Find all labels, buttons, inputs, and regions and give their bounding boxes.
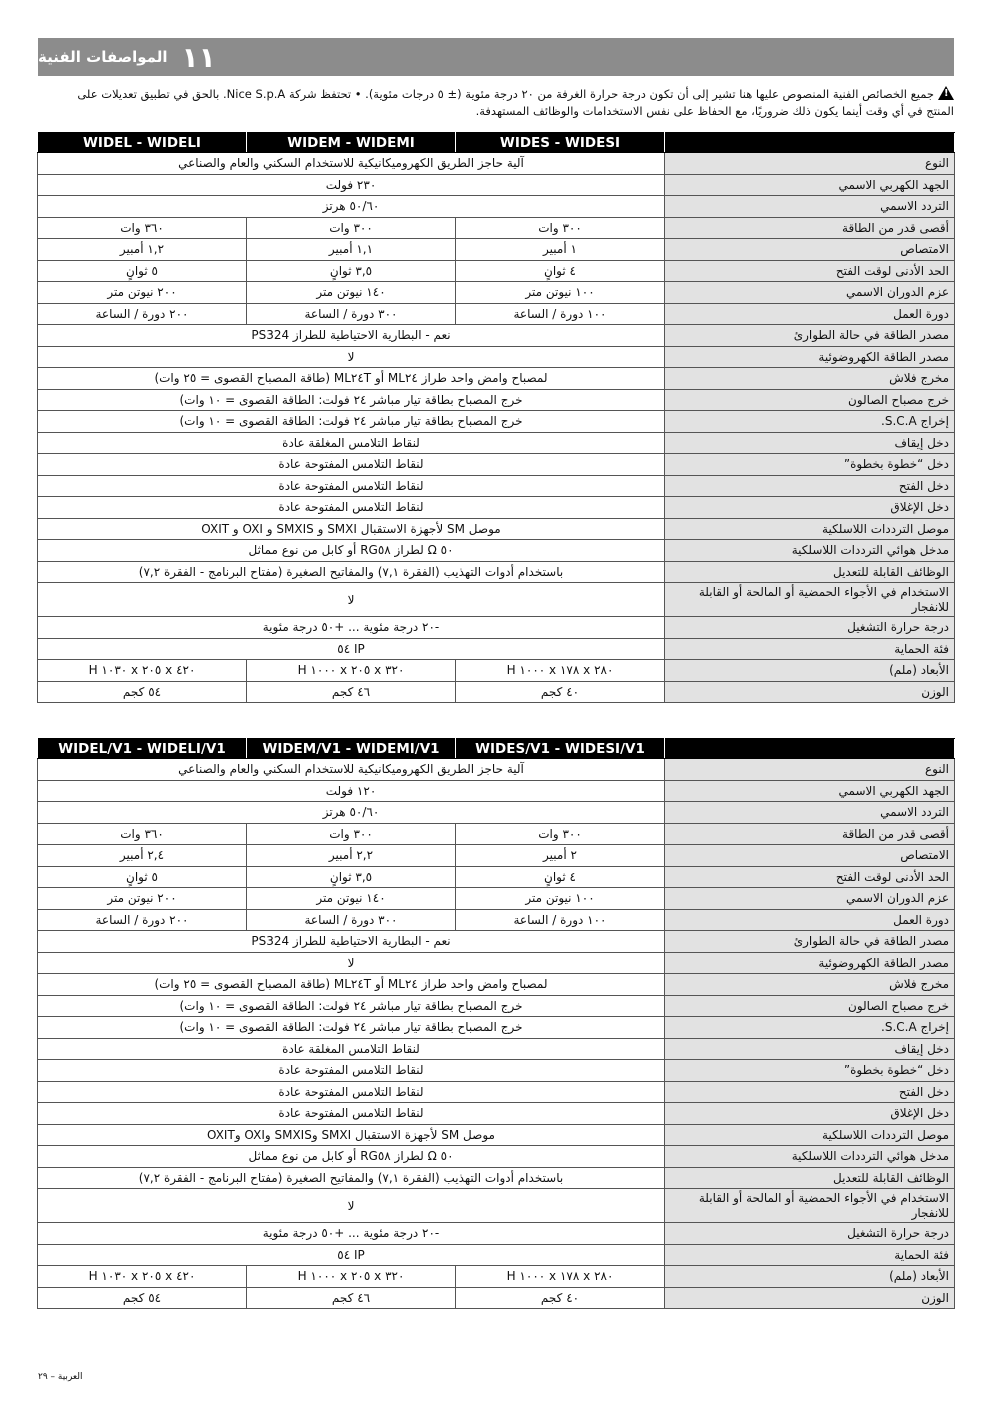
row-label: الأبعاد (ملم) xyxy=(665,660,955,682)
row-value: ٥ ثوانٍ xyxy=(38,260,247,282)
row-label: الوظائف القابلة للتعديل xyxy=(665,561,955,583)
row-label: النوع xyxy=(665,759,955,781)
table-row xyxy=(38,952,955,974)
row-value: لا xyxy=(38,952,665,974)
row-label: درجة حرارة التشغيل xyxy=(665,617,955,639)
table-row xyxy=(38,583,955,617)
table-row xyxy=(38,368,955,390)
row-label: الاستخدام في الأجواء الحمضية أو المالحة أو القابلة للانفجار xyxy=(665,1189,955,1223)
row-value: ١,٢ أمبير xyxy=(38,239,247,261)
table-row xyxy=(38,1189,955,1223)
row-label: دخل الإغلاق xyxy=(665,1103,955,1125)
table-row xyxy=(38,1244,955,1266)
table-row xyxy=(38,1017,955,1039)
row-label: دورة العمل xyxy=(665,303,955,325)
table-row xyxy=(38,346,955,368)
table-row xyxy=(38,1287,955,1309)
table-row xyxy=(38,1167,955,1189)
row-value: ١٢٠ فولت xyxy=(38,780,665,802)
table-row xyxy=(38,759,955,781)
row-value: ٥٠ Ω لطراز RG٥٨ أو كابل من نوع مماثل xyxy=(38,1146,665,1168)
row-label: موصل الترددات اللاسلكية xyxy=(665,518,955,540)
row-label: مدخل هوائي الترددات اللاسلكية xyxy=(665,1146,955,1168)
row-value: ٣٦٠ وات xyxy=(38,217,247,239)
row-value: آلية حاجز الطريق الكهروميكانيكية للاستخدام السكني والعام والصناعي xyxy=(38,153,665,175)
row-label: النوع xyxy=(665,153,955,175)
row-label: دورة العمل xyxy=(665,909,955,931)
row-value: لمصباح وامض واحد طراز ML٢٤ أو ML٢٤T (طاقة المصباح القصوى = ٢٥ وات) xyxy=(38,974,665,996)
row-label: الحد الأدنى لوقت الفتح xyxy=(665,866,955,888)
column-header: WIDEL - WIDELI xyxy=(38,133,247,153)
row-value: ٣٠٠ وات xyxy=(247,823,456,845)
row-label: درجة حرارة التشغيل xyxy=(665,1223,955,1245)
row-value: IP ٥٤ xyxy=(38,1244,665,1266)
table-row xyxy=(38,888,955,910)
row-label: مصدر الطاقة في حالة الطوارئ xyxy=(665,931,955,953)
row-value: ١ أمبير xyxy=(456,239,665,261)
table-row xyxy=(38,866,955,888)
row-value: خرج المصباح بطاقة تيار مباشر ٢٤ فولت: الطاقة القصوى = ١٠ وات) xyxy=(38,411,665,433)
row-label: موصل الترددات اللاسلكية xyxy=(665,1124,955,1146)
row-value: ٥ ثوانٍ xyxy=(38,866,247,888)
row-value: ٣٠٠ وات xyxy=(456,217,665,239)
row-value: خرج المصباح بطاقة تيار مباشر ٢٤ فولت: الطاقة القصوى = ١٠ وات) xyxy=(38,995,665,1017)
row-label: أقصى قدر من الطاقة xyxy=(665,217,955,239)
row-label: مصدر الطاقة الكهروضوئية xyxy=(665,346,955,368)
row-value: ٢٠٠ دورة / الساعة xyxy=(38,303,247,325)
row-value: ٣٠٠ دورة / الساعة xyxy=(247,303,456,325)
row-value: -٢٠ درجة مئوية ... +٥٠ درجة مئوية xyxy=(38,617,665,639)
table-row xyxy=(38,845,955,867)
column-header: WIDEL/V1 - WIDELI/V1 xyxy=(38,739,247,759)
section-title: المواصفات الفنية xyxy=(38,48,168,66)
warning-icon xyxy=(938,86,954,100)
row-value: ٣,٥ ثوانٍ xyxy=(247,866,456,888)
row-value: لنقاط التلامس المفتوحة عادة xyxy=(38,1081,665,1103)
row-label: الامتصاص xyxy=(665,239,955,261)
row-value: ٤٢٠ x ٢٠٥ x ١٠٣٠ H xyxy=(38,1266,247,1288)
table-row xyxy=(38,475,955,497)
row-value: لنقاط التلامس المفتوحة عادة xyxy=(38,475,665,497)
table-row xyxy=(38,1060,955,1082)
row-label: دخل الفتح xyxy=(665,1081,955,1103)
row-value: ٥٤ كجم xyxy=(38,681,247,703)
table-row xyxy=(38,681,955,703)
row-value: ٣٢٠ x ٢٠٥ x ١٠٠٠ H xyxy=(247,1266,456,1288)
row-value: لنقاط التلامس المفتوحة عادة xyxy=(38,1103,665,1125)
intro-paragraph xyxy=(38,86,954,120)
header-row xyxy=(38,739,955,759)
row-value: ١٤٠ نيوتن متر xyxy=(247,888,456,910)
row-label: فئة الحماية xyxy=(665,638,955,660)
row-value: لنقاط التلامس المغلقة عادة xyxy=(38,1038,665,1060)
table-row xyxy=(38,823,955,845)
row-value: ٥٠/٦٠ هرتز xyxy=(38,196,665,218)
row-label: الامتصاص xyxy=(665,845,955,867)
table-row xyxy=(38,303,955,325)
row-label: دخل الفتح xyxy=(665,475,955,497)
table-row xyxy=(38,909,955,931)
row-value: ٢٣٠ فولت xyxy=(38,174,665,196)
row-label: الحد الأدنى لوقت الفتح xyxy=(665,260,955,282)
row-value: لنقاط التلامس المغلقة عادة xyxy=(38,432,665,454)
row-value: ٥٠/٦٠ هرتز xyxy=(38,802,665,824)
header-row xyxy=(38,133,955,153)
table-row xyxy=(38,660,955,682)
row-value: ٤٢٠ x ٢٠٥ x ١٠٣٠ H xyxy=(38,660,247,682)
row-value: باستخدام أدوات التهذيب (الفقرة ٧,١) والمفاتيح الصغيرة (مفتاح البرنامج - الفقرة ٧,٢) xyxy=(38,561,665,583)
row-value: ٥٤ كجم xyxy=(38,1287,247,1309)
row-value: نعم - البطارية الاحتياطية للطراز PS324 xyxy=(38,325,665,347)
row-label: الجهد الكهربي الاسمي xyxy=(665,174,955,196)
table-row xyxy=(38,518,955,540)
table-row xyxy=(38,1038,955,1060)
row-label: مخرج فلاش xyxy=(665,368,955,390)
row-value: آلية حاجز الطريق الكهروميكانيكية للاستخدام السكني والعام والصناعي xyxy=(38,759,665,781)
table-row xyxy=(38,411,955,433)
row-label: مدخل هوائي الترددات اللاسلكية xyxy=(665,540,955,562)
row-value: لمصباح وامض واحد طراز ML٢٤ أو ML٢٤T (طاقة المصباح القصوى = ٢٥ وات) xyxy=(38,368,665,390)
row-label: الوظائف القابلة للتعديل xyxy=(665,1167,955,1189)
row-value: ٤ ثوانٍ xyxy=(456,866,665,888)
row-value: ٢ أمبير xyxy=(456,845,665,867)
row-value: ٢٨٠ x ١٧٨ x ١٠٠٠ H xyxy=(456,660,665,682)
row-value: ١٤٠ نيوتن متر xyxy=(247,282,456,304)
row-value: ٣٢٠ x ٢٠٥ x ١٠٠٠ H xyxy=(247,660,456,682)
row-value: ٣٠٠ وات xyxy=(247,217,456,239)
section-header xyxy=(38,38,954,76)
row-label: عزم الدوران الاسمي xyxy=(665,282,955,304)
row-value: ٢,٢ أمبير xyxy=(247,845,456,867)
row-label: خرج مصباح الصالون xyxy=(665,389,955,411)
row-label: التردد الاسمي xyxy=(665,196,955,218)
table-row xyxy=(38,454,955,476)
row-label: مصدر الطاقة الكهروضوئية xyxy=(665,952,955,974)
row-value: ٢٠٠ دورة / الساعة xyxy=(38,909,247,931)
spec-table-120v xyxy=(37,738,955,1309)
table-row xyxy=(38,931,955,953)
row-value: ٥٠ Ω لطراز RG٥٨ أو كابل من نوع مماثل xyxy=(38,540,665,562)
table-row xyxy=(38,1103,955,1125)
row-value: ٢٠٠ نيوتن متر xyxy=(38,888,247,910)
row-value: لنقاط التلامس المفتوحة عادة xyxy=(38,497,665,519)
table-row xyxy=(38,497,955,519)
row-label: دخل “خطوة بخطوة” xyxy=(665,1060,955,1082)
row-value: ٢,٤ أمبير xyxy=(38,845,247,867)
row-label: دخل “خطوة بخطوة” xyxy=(665,454,955,476)
table-row xyxy=(38,995,955,1017)
column-header: WIDES - WIDESI xyxy=(456,133,665,153)
table-row xyxy=(38,432,955,454)
table-row xyxy=(38,802,955,824)
row-value: ٣٠٠ وات xyxy=(456,823,665,845)
row-label: مخرج فلاش xyxy=(665,974,955,996)
row-label: مصدر الطاقة في حالة الطوارئ xyxy=(665,325,955,347)
row-value: ٢٠٠ نيوتن متر xyxy=(38,282,247,304)
table-row xyxy=(38,153,955,175)
row-value: ١٠٠ دورة / الساعة xyxy=(456,909,665,931)
row-label: دخل الإغلاق xyxy=(665,497,955,519)
table-row xyxy=(38,1081,955,1103)
row-label: أقصى قدر من الطاقة xyxy=(665,823,955,845)
table-row xyxy=(38,174,955,196)
row-value: ٣,٥ ثوانٍ xyxy=(247,260,456,282)
row-label: خرج مصباح الصالون xyxy=(665,995,955,1017)
row-label: الوزن xyxy=(665,1287,955,1309)
spec-table-230v xyxy=(37,132,955,703)
chapter-number: ١١ xyxy=(181,40,216,74)
table-row xyxy=(38,780,955,802)
table-row xyxy=(38,282,955,304)
row-label: الوزن xyxy=(665,681,955,703)
row-value: IP ٥٤ xyxy=(38,638,665,660)
row-value: خرج المصباح بطاقة تيار مباشر ٢٤ فولت: الطاقة القصوى = ١٠ وات) xyxy=(38,389,665,411)
row-value: لا xyxy=(38,1189,665,1223)
table-row xyxy=(38,239,955,261)
intro-line-2: المنتج في أي وقت أينما يكون ذلك ضروريًا، مع الحفاظ على نفس الاستخدامات والوظائف المستهدفة. xyxy=(475,104,954,118)
row-label: فئة الحماية xyxy=(665,1244,955,1266)
row-value: ٤٠ كجم xyxy=(456,681,665,703)
table-row xyxy=(38,325,955,347)
column-header: WIDEM/V1 - WIDEMI/V1 xyxy=(247,739,456,759)
row-value: -٢٠ درجة مئوية ... +٥٠ درجة مئوية xyxy=(38,1223,665,1245)
row-label: الاستخدام في الأجواء الحمضية أو المالحة أو القابلة للانفجار xyxy=(665,583,955,617)
row-value: ٤ ثوانٍ xyxy=(456,260,665,282)
row-value: باستخدام أدوات التهذيب (الفقرة ٧,١) والمفاتيح الصغيرة (مفتاح البرنامج - الفقرة ٧,٢) xyxy=(38,1167,665,1189)
row-value: ٤٦ كجم xyxy=(247,681,456,703)
row-label: الأبعاد (ملم) xyxy=(665,1266,955,1288)
table-row xyxy=(38,1266,955,1288)
table-row xyxy=(38,974,955,996)
row-value: ١٠٠ نيوتن متر xyxy=(456,282,665,304)
row-label: دخل إيقاف xyxy=(665,432,955,454)
row-value: لا xyxy=(38,346,665,368)
table-row xyxy=(38,196,955,218)
column-header: WIDES/V1 - WIDESI/V1 xyxy=(456,739,665,759)
row-value: نعم - البطارية الاحتياطية للطراز PS324 xyxy=(38,931,665,953)
intro-line-1: جميع الخصائص الفنية المنصوص عليها هنا تشير إلى أن تكون درجة حرارة الغرفة من ٢٠ درجة مئوية (± ٥ درجات مئوية). • تحتفظ شركة Nice S.p.A. بالحق في تطبيق تعديلات على xyxy=(77,87,934,101)
row-label: إخراج S.C.A. xyxy=(665,411,955,433)
row-label: الجهد الكهربي الاسمي xyxy=(665,780,955,802)
row-value: موصل SM لأجهزة الاستقبال SMXI وSMXIS وOXI وOXIT xyxy=(38,1124,665,1146)
row-value: لنقاط التلامس المفتوحة عادة xyxy=(38,454,665,476)
header-corner xyxy=(665,739,955,759)
row-value: ٣٠٠ دورة / الساعة xyxy=(247,909,456,931)
row-label: التردد الاسمي xyxy=(665,802,955,824)
table-row xyxy=(38,561,955,583)
table-row xyxy=(38,540,955,562)
column-header: WIDEM - WIDEMI xyxy=(247,133,456,153)
table-row xyxy=(38,1223,955,1245)
page-footer: العربية – ٢٩ xyxy=(38,1372,83,1382)
row-value: ١,١ أمبير xyxy=(247,239,456,261)
table-row xyxy=(38,1124,955,1146)
table-row xyxy=(38,638,955,660)
row-value: ٢٨٠ x ١٧٨ x ١٠٠٠ H xyxy=(456,1266,665,1288)
row-value: ٤٦ كجم xyxy=(247,1287,456,1309)
row-value: لنقاط التلامس المفتوحة عادة xyxy=(38,1060,665,1082)
table-row xyxy=(38,260,955,282)
header-corner xyxy=(665,133,955,153)
row-value: لا xyxy=(38,583,665,617)
row-label: دخل إيقاف xyxy=(665,1038,955,1060)
row-value: ١٠٠ نيوتن متر xyxy=(456,888,665,910)
row-value: ٣٦٠ وات xyxy=(38,823,247,845)
row-value: ١٠٠ دورة / الساعة xyxy=(456,303,665,325)
row-label: إخراج S.C.A. xyxy=(665,1017,955,1039)
row-value: ٤٠ كجم xyxy=(456,1287,665,1309)
row-value: موصل SM لأجهزة الاستقبال SMXI و SMXIS و OXI و OXIT xyxy=(38,518,665,540)
table-row xyxy=(38,217,955,239)
table-row xyxy=(38,617,955,639)
row-label: عزم الدوران الاسمي xyxy=(665,888,955,910)
row-value: خرج المصباح بطاقة تيار مباشر ٢٤ فولت: الطاقة القصوى = ١٠ وات) xyxy=(38,1017,665,1039)
table-row xyxy=(38,389,955,411)
table-row xyxy=(38,1146,955,1168)
